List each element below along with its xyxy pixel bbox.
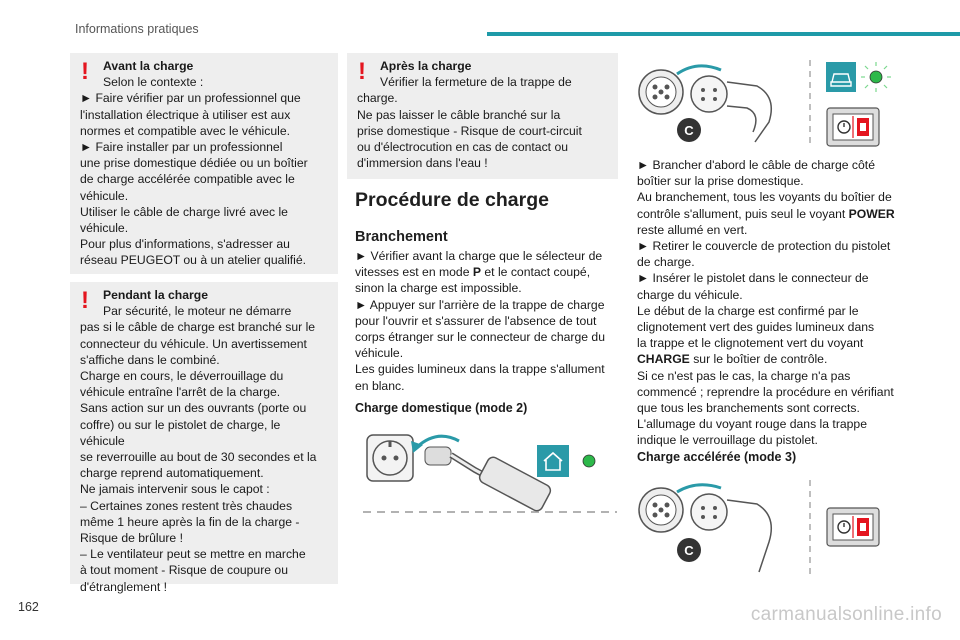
warning-line: Selon le contexte :	[103, 75, 204, 90]
vehicle-connector-icon	[639, 70, 683, 114]
text-line: ► Insérer le pistolet dans le connecteur de	[637, 271, 869, 286]
text-line: sinon la charge est impossible.	[355, 281, 522, 296]
text-line: vitesses est en mode P et le contact coupé,	[355, 265, 591, 280]
lock-status-icon	[827, 508, 879, 546]
warning-title: Pendant la charge	[103, 288, 208, 302]
green-led-icon	[870, 71, 882, 83]
insert-arrow-icon	[417, 436, 459, 447]
warning-line: Ne pas laisser le câble branché sur la	[357, 107, 561, 122]
warning-before-charge	[70, 53, 338, 274]
warning-line: même 1 heure après la fin de la charge -	[80, 514, 300, 529]
text-line: véhicule.	[355, 346, 404, 361]
charge-acceleree-title: Charge accélérée (mode 3)	[637, 450, 797, 464]
insert-arrow-icon	[677, 485, 721, 492]
warning-title: Avant la charge	[103, 59, 194, 73]
charging-gun-icon	[691, 76, 771, 142]
watermark: carmanualsonline.info	[750, 604, 942, 625]
warning-line: Ne jamais intervenir sous le capot :	[80, 482, 270, 497]
connector-c-label: C	[684, 123, 694, 138]
warning-line: connecteur du véhicule. Un avertissement	[80, 336, 307, 351]
text-line: la trappe et le clignotement vert du voyant	[637, 336, 864, 351]
warning-line: pas si le câble de charge est branché sur le	[80, 320, 316, 335]
text-line: Le début de la charge est confirmé par le	[637, 303, 859, 318]
warning-line: Vérifier la fermeture de la trappe de	[380, 75, 572, 90]
mode2-instructions	[637, 157, 909, 449]
warning-line: ► Faire vérifier par un professionnel que	[80, 91, 301, 106]
warning-body	[80, 303, 328, 595]
text-line: L'allumage du voyant rouge dans la trappe	[637, 417, 867, 432]
insert-arrow-icon	[677, 66, 721, 74]
warning-line: d'immersion dans l'eau !	[357, 156, 488, 171]
warning-during-charge	[70, 282, 338, 594]
warning-line: s'affiche dans le combiné.	[80, 352, 220, 367]
warning-line: Pour plus d'informations, s'adresser au	[80, 237, 290, 252]
warning-line: véhicule.	[80, 221, 129, 236]
warning-line: ► Faire installer par un professionnel	[80, 140, 283, 155]
warning-line: Sans action sur un des ouvrants (porte ou	[80, 401, 307, 416]
warning-line: ou d'électrocution en cas de contact ou	[357, 140, 569, 155]
text-line: Au branchement, tous les voyants du boîtier de	[637, 190, 892, 205]
charging-gun-icon	[691, 494, 771, 572]
text-line: que tous les branchements sont corrects.	[637, 401, 860, 416]
text-line: ► Brancher d'abord le câble de charge côté	[637, 158, 875, 172]
text-line: Les guides lumineux dans la trappe s'allument	[355, 362, 605, 377]
domestic-charge-figure	[355, 425, 620, 520]
text-line: CHARGE sur le boîtier de contrôle.	[637, 352, 828, 367]
connector-figure-top	[637, 52, 909, 150]
warning-body	[80, 74, 328, 268]
warning-line: normes et compatible avec le véhicule.	[80, 123, 291, 138]
branchement-text	[355, 248, 620, 394]
warning-line: d'étranglement !	[80, 579, 168, 594]
connector-figure-bottom	[637, 476, 909, 576]
warning-icon: !	[81, 287, 89, 314]
plug-cable-icon	[425, 447, 552, 513]
text-line: reste allumé en vert.	[637, 222, 748, 237]
warning-line: charge reprend automatiquement.	[80, 466, 264, 481]
warning-line: Risque de brûlure !	[80, 531, 183, 546]
text-line: commencé ; reprendre la procédure en vérifiant	[637, 384, 894, 399]
warning-line: une prise domestique dédiée ou un boîtier	[80, 156, 308, 171]
warning-line: prise domestique - Risque de court-circuit	[357, 123, 582, 138]
branchement-title: Branchement	[355, 229, 448, 245]
warning-line: Par sécurité, le moteur ne démarre	[103, 304, 292, 319]
warning-line: Utiliser le câble de charge livré avec le	[80, 204, 288, 219]
warning-line: véhicule entraîne l'arrêt de la charge.	[80, 385, 281, 400]
text-line: charge du véhicule.	[637, 287, 743, 302]
warning-body	[357, 74, 608, 171]
text-line: de charge.	[637, 255, 695, 270]
green-led-icon	[583, 455, 595, 467]
text-line: en blanc.	[355, 378, 405, 393]
warning-line: de charge accélérée compatible avec le	[80, 172, 295, 187]
text-line: indique le verrouillage du pistolet.	[637, 433, 818, 448]
text-line: ► Retirer le couvercle de protection du pistolet	[637, 239, 891, 254]
lock-status-icon	[827, 108, 879, 146]
text-line: ► Appuyer sur l'arrière de la trappe de charge	[355, 297, 605, 312]
warning-after-charge	[347, 53, 618, 179]
warning-line: – Le ventilateur peut se mettre en marche	[80, 547, 306, 562]
text-line: pour l'ouvrir et s'assurer de l'absence de tout	[355, 313, 597, 328]
text-line: corps étranger sur le connecteur de charge du	[355, 330, 605, 345]
text-line: boîtier sur la prise domestique.	[637, 174, 804, 189]
warning-line: l'installation électrique à utiliser est aux	[80, 107, 291, 122]
connector-c-label: C	[684, 543, 694, 558]
text-line: Si ce n'est pas le cas, la charge n'a pas	[637, 368, 851, 383]
text-line: ► Vérifier avant la charge que le sélecteur de	[355, 249, 603, 263]
page-number: 162	[18, 600, 39, 614]
warning-icon: !	[81, 58, 89, 85]
warning-line: charge.	[357, 91, 398, 106]
header-accent-bar	[487, 32, 960, 36]
wall-socket-icon	[367, 435, 413, 481]
section-label: Informations pratiques	[75, 22, 199, 36]
charge-domestique-title: Charge domestique (mode 2)	[355, 401, 528, 415]
warning-line: coffre) ou sur le pistolet de charge, le véhicule	[80, 417, 281, 448]
warning-line: véhicule.	[80, 188, 129, 203]
warning-title: Après la charge	[380, 59, 472, 73]
warning-line: réseau PEUGEOT ou à un atelier qualifié.	[80, 253, 307, 268]
car-icon	[826, 62, 856, 92]
warning-line: – Certaines zones restent très chaudes	[80, 498, 293, 513]
warning-line: Charge en cours, le déverrouillage du	[80, 369, 284, 384]
warning-line: se reverrouille au bout de 30 secondes et la	[80, 450, 317, 465]
procedure-title: Procédure de charge	[355, 189, 549, 211]
home-icon	[537, 445, 569, 477]
warning-icon: !	[358, 58, 366, 85]
text-line: contrôle s'allument, puis seul le voyant POWER	[637, 206, 895, 221]
text-line: clignotement vert des guides lumineux dans	[637, 320, 875, 335]
warning-line: à tout moment - Risque de coupure ou	[80, 563, 288, 578]
vehicle-connector-icon	[639, 488, 683, 532]
